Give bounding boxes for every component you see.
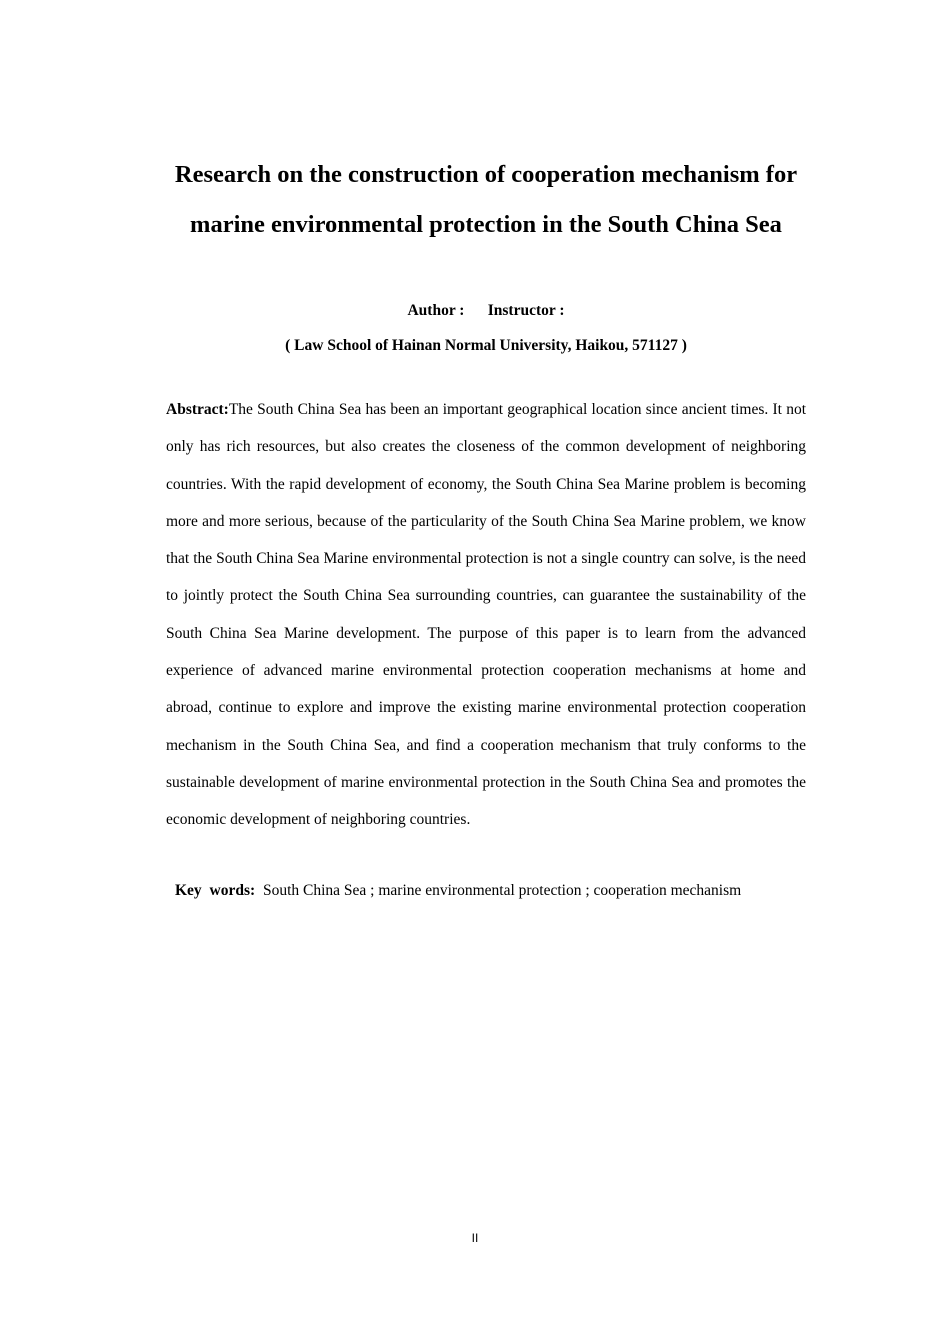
paper-title: Research on the construction of cooperation mechanism for marine environmental protection in the South China Sea: [174, 161, 798, 238]
abstract-paragraph: [166, 391, 806, 839]
keywords-line: [175, 879, 815, 903]
keywords-label: Key words:: [175, 882, 256, 899]
affiliation: ( Law School of Hainan Normal University, Haikou, 571127 ): [285, 337, 687, 354]
abstract-text: The South China Sea has been an important geographical location since ancient times. It not only has rich resources, but also creates the closeness of the common development of neighboring countries. With the rapid development of economy, the South China Sea Marine problem is becoming more and more serious, because of the particularity of the South China Sea Marine problem, we know that the South China Sea Marine environmental protection is not a single country can solve, is the need to jointly protect the South China Sea surrounding countries, can guarantee the sustainability of the South China Sea Marine development. The purpose of this paper is to learn from the advanced experience of advanced marine environmental protection cooperation mechanisms at home and abroad, continue to explore and improve the existing marine environmental protection cooperation mechanism in the South China Sea, and find a cooperation mechanism that truly conforms to the sustainable development of marine environmental protection in the South China Sea and promotes the economic development of neighboring countries.: [166, 401, 806, 829]
author-label: Author :: [407, 302, 465, 319]
instructor-label: Instructor :: [487, 302, 565, 319]
author-line: [166, 299, 806, 323]
keywords-text: South China Sea ; marine environmental protection ; cooperation mechanism: [262, 882, 742, 899]
page-number: II: [471, 1231, 479, 1245]
abstract-label: Abstract:: [166, 401, 229, 418]
